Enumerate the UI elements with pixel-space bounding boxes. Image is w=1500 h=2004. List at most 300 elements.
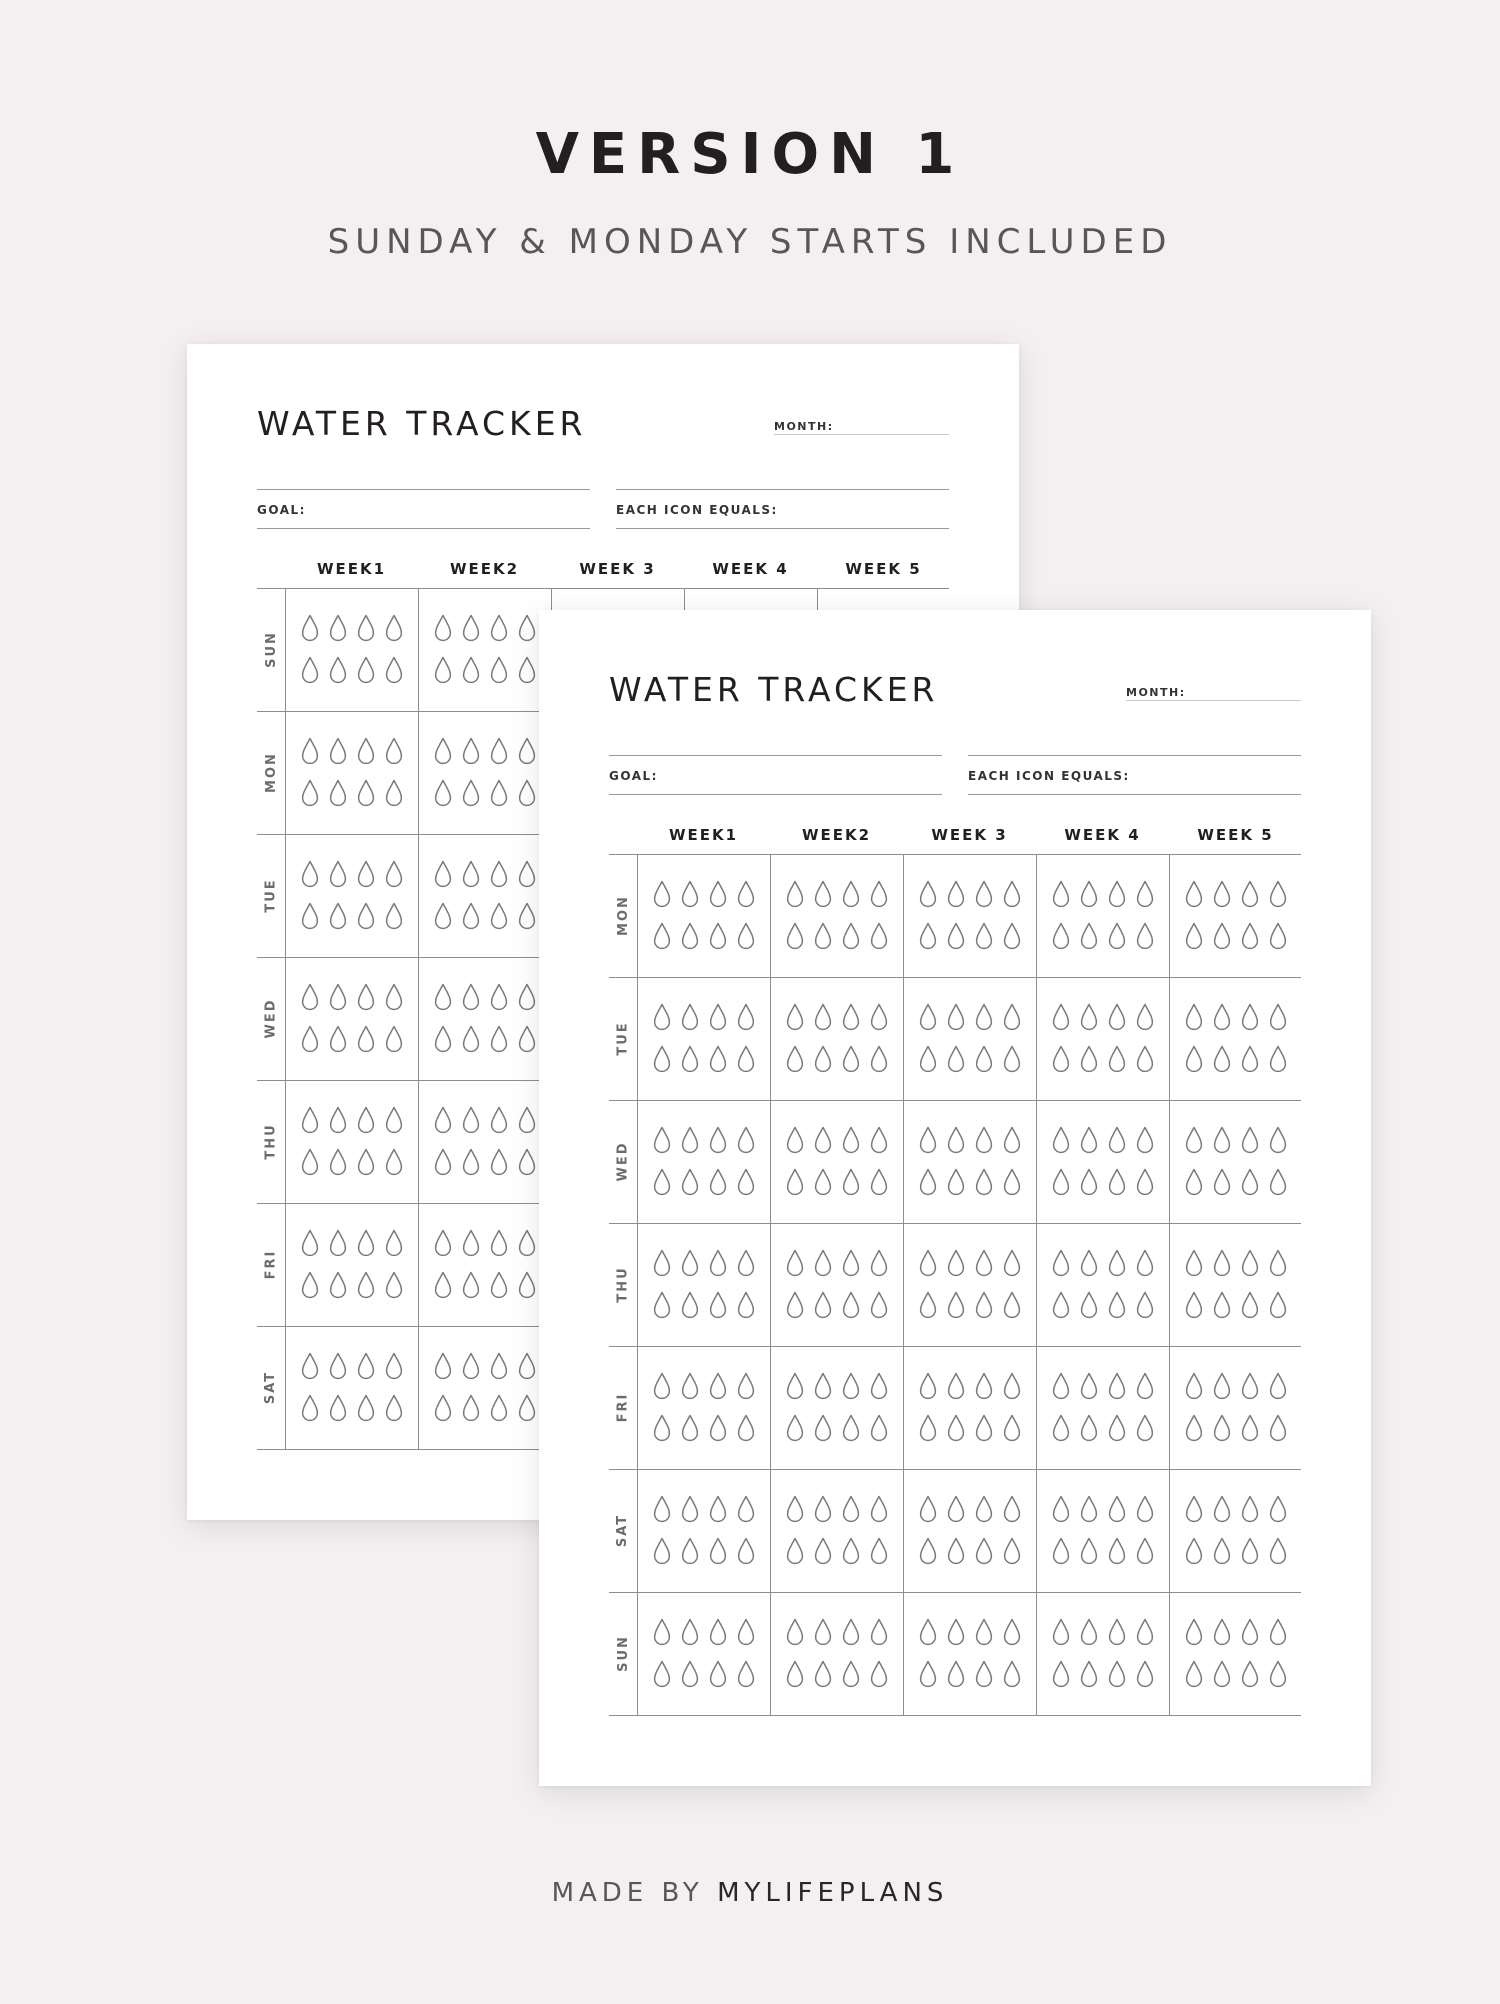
water-drop-icon[interactable] xyxy=(737,1660,755,1688)
water-drop-icon[interactable] xyxy=(301,1271,319,1299)
water-drop-icon[interactable] xyxy=(518,656,536,684)
water-drop-icon[interactable] xyxy=(329,1148,347,1176)
water-drop-icon[interactable] xyxy=(814,1126,832,1154)
water-drop-icon[interactable] xyxy=(357,1394,375,1422)
water-drop-icon[interactable] xyxy=(737,880,755,908)
water-drop-icon[interactable] xyxy=(518,983,536,1011)
water-drop-icon[interactable] xyxy=(681,1660,699,1688)
water-drop-icon[interactable] xyxy=(842,922,860,950)
water-drop-icon[interactable] xyxy=(1136,1495,1154,1523)
water-drop-icon[interactable] xyxy=(462,1106,480,1134)
water-drop-icon[interactable] xyxy=(947,1537,965,1565)
water-drop-icon[interactable] xyxy=(1269,1495,1287,1523)
water-drop-icon[interactable] xyxy=(385,656,403,684)
water-drop-icon[interactable] xyxy=(681,1045,699,1073)
each-icon-field-line[interactable] xyxy=(968,755,1301,756)
water-drop-icon[interactable] xyxy=(1213,1126,1231,1154)
water-drop-icon[interactable] xyxy=(462,1148,480,1176)
water-drop-icon[interactable] xyxy=(870,1414,888,1442)
water-drop-icon[interactable] xyxy=(1241,1003,1259,1031)
water-drop-icon[interactable] xyxy=(301,983,319,1011)
water-drop-icon[interactable] xyxy=(1185,1168,1203,1196)
water-drop-icon[interactable] xyxy=(329,779,347,807)
water-drop-icon[interactable] xyxy=(1080,1618,1098,1646)
water-drop-icon[interactable] xyxy=(434,983,452,1011)
water-drop-icon[interactable] xyxy=(301,1394,319,1422)
water-drop-icon[interactable] xyxy=(1080,1495,1098,1523)
water-drop-icon[interactable] xyxy=(814,1372,832,1400)
water-drop-icon[interactable] xyxy=(681,880,699,908)
water-drop-icon[interactable] xyxy=(1136,1249,1154,1277)
water-drop-icon[interactable] xyxy=(301,1148,319,1176)
month-line[interactable] xyxy=(1126,700,1301,701)
water-drop-icon[interactable] xyxy=(842,1249,860,1277)
water-drop-icon[interactable] xyxy=(1052,1537,1070,1565)
water-drop-icon[interactable] xyxy=(518,1229,536,1257)
water-drop-icon[interactable] xyxy=(919,1537,937,1565)
water-drop-icon[interactable] xyxy=(1213,1045,1231,1073)
water-drop-icon[interactable] xyxy=(709,1372,727,1400)
water-drop-icon[interactable] xyxy=(814,1249,832,1277)
water-drop-icon[interactable] xyxy=(1080,1660,1098,1688)
water-drop-icon[interactable] xyxy=(385,860,403,888)
water-drop-icon[interactable] xyxy=(681,1168,699,1196)
water-drop-icon[interactable] xyxy=(1213,1003,1231,1031)
water-drop-icon[interactable] xyxy=(1136,922,1154,950)
water-drop-icon[interactable] xyxy=(357,656,375,684)
water-drop-icon[interactable] xyxy=(842,1003,860,1031)
water-drop-icon[interactable] xyxy=(1080,1045,1098,1073)
water-drop-icon[interactable] xyxy=(462,983,480,1011)
water-drop-icon[interactable] xyxy=(385,1271,403,1299)
water-drop-icon[interactable] xyxy=(919,1495,937,1523)
water-drop-icon[interactable] xyxy=(329,1229,347,1257)
water-drop-icon[interactable] xyxy=(1108,1414,1126,1442)
water-drop-icon[interactable] xyxy=(1136,1126,1154,1154)
water-drop-icon[interactable] xyxy=(1269,1414,1287,1442)
water-drop-icon[interactable] xyxy=(1185,1414,1203,1442)
water-drop-icon[interactable] xyxy=(1241,1414,1259,1442)
water-drop-icon[interactable] xyxy=(301,860,319,888)
each-icon-field-line[interactable] xyxy=(616,489,949,490)
water-drop-icon[interactable] xyxy=(975,1291,993,1319)
water-drop-icon[interactable] xyxy=(434,656,452,684)
water-drop-icon[interactable] xyxy=(1185,880,1203,908)
water-drop-icon[interactable] xyxy=(462,614,480,642)
water-drop-icon[interactable] xyxy=(1003,880,1021,908)
water-drop-icon[interactable] xyxy=(1269,880,1287,908)
water-drop-icon[interactable] xyxy=(653,1372,671,1400)
water-drop-icon[interactable] xyxy=(490,614,508,642)
water-drop-icon[interactable] xyxy=(975,1045,993,1073)
water-drop-icon[interactable] xyxy=(870,1660,888,1688)
water-drop-icon[interactable] xyxy=(653,880,671,908)
water-drop-icon[interactable] xyxy=(518,902,536,930)
water-drop-icon[interactable] xyxy=(1003,1414,1021,1442)
water-drop-icon[interactable] xyxy=(653,1249,671,1277)
water-drop-icon[interactable] xyxy=(490,1106,508,1134)
water-drop-icon[interactable] xyxy=(385,779,403,807)
water-drop-icon[interactable] xyxy=(1269,1168,1287,1196)
water-drop-icon[interactable] xyxy=(1080,1537,1098,1565)
water-drop-icon[interactable] xyxy=(653,1003,671,1031)
water-drop-icon[interactable] xyxy=(1080,1291,1098,1319)
water-drop-icon[interactable] xyxy=(490,737,508,765)
month-line[interactable] xyxy=(774,434,949,435)
water-drop-icon[interactable] xyxy=(681,1126,699,1154)
water-drop-icon[interactable] xyxy=(434,1148,452,1176)
water-drop-icon[interactable] xyxy=(301,1229,319,1257)
water-drop-icon[interactable] xyxy=(1003,1537,1021,1565)
water-drop-icon[interactable] xyxy=(737,1003,755,1031)
water-drop-icon[interactable] xyxy=(1080,1126,1098,1154)
water-drop-icon[interactable] xyxy=(1185,1291,1203,1319)
water-drop-icon[interactable] xyxy=(709,1495,727,1523)
water-drop-icon[interactable] xyxy=(1003,1495,1021,1523)
water-drop-icon[interactable] xyxy=(1108,922,1126,950)
water-drop-icon[interactable] xyxy=(434,1352,452,1380)
water-drop-icon[interactable] xyxy=(1269,1249,1287,1277)
water-drop-icon[interactable] xyxy=(709,922,727,950)
water-drop-icon[interactable] xyxy=(1269,1660,1287,1688)
water-drop-icon[interactable] xyxy=(490,1271,508,1299)
water-drop-icon[interactable] xyxy=(1003,922,1021,950)
water-drop-icon[interactable] xyxy=(947,1168,965,1196)
water-drop-icon[interactable] xyxy=(814,1003,832,1031)
water-drop-icon[interactable] xyxy=(870,1249,888,1277)
water-drop-icon[interactable] xyxy=(462,902,480,930)
water-drop-icon[interactable] xyxy=(737,1291,755,1319)
water-drop-icon[interactable] xyxy=(786,1249,804,1277)
water-drop-icon[interactable] xyxy=(1052,1291,1070,1319)
water-drop-icon[interactable] xyxy=(786,1126,804,1154)
water-drop-icon[interactable] xyxy=(1241,880,1259,908)
water-drop-icon[interactable] xyxy=(870,1291,888,1319)
water-drop-icon[interactable] xyxy=(385,983,403,1011)
water-drop-icon[interactable] xyxy=(434,614,452,642)
water-drop-icon[interactable] xyxy=(681,1537,699,1565)
water-drop-icon[interactable] xyxy=(681,1249,699,1277)
water-drop-icon[interactable] xyxy=(947,1495,965,1523)
water-drop-icon[interactable] xyxy=(1003,1618,1021,1646)
water-drop-icon[interactable] xyxy=(1108,1045,1126,1073)
water-drop-icon[interactable] xyxy=(709,880,727,908)
water-drop-icon[interactable] xyxy=(1136,1537,1154,1565)
water-drop-icon[interactable] xyxy=(1185,1660,1203,1688)
water-drop-icon[interactable] xyxy=(1052,1249,1070,1277)
water-drop-icon[interactable] xyxy=(1136,1660,1154,1688)
water-drop-icon[interactable] xyxy=(1185,1045,1203,1073)
water-drop-icon[interactable] xyxy=(301,779,319,807)
water-drop-icon[interactable] xyxy=(919,1291,937,1319)
water-drop-icon[interactable] xyxy=(919,1126,937,1154)
water-drop-icon[interactable] xyxy=(518,1394,536,1422)
water-drop-icon[interactable] xyxy=(462,1025,480,1053)
water-drop-icon[interactable] xyxy=(462,1352,480,1380)
water-drop-icon[interactable] xyxy=(1213,1618,1231,1646)
water-drop-icon[interactable] xyxy=(786,1372,804,1400)
water-drop-icon[interactable] xyxy=(385,1106,403,1134)
water-drop-icon[interactable] xyxy=(434,779,452,807)
water-drop-icon[interactable] xyxy=(1108,880,1126,908)
water-drop-icon[interactable] xyxy=(1185,1126,1203,1154)
water-drop-icon[interactable] xyxy=(947,1045,965,1073)
water-drop-icon[interactable] xyxy=(1080,1249,1098,1277)
water-drop-icon[interactable] xyxy=(1185,1249,1203,1277)
water-drop-icon[interactable] xyxy=(518,1025,536,1053)
water-drop-icon[interactable] xyxy=(1003,1126,1021,1154)
water-drop-icon[interactable] xyxy=(434,902,452,930)
water-drop-icon[interactable] xyxy=(1241,1495,1259,1523)
water-drop-icon[interactable] xyxy=(1241,1126,1259,1154)
water-drop-icon[interactable] xyxy=(709,1537,727,1565)
water-drop-icon[interactable] xyxy=(653,1126,671,1154)
water-drop-icon[interactable] xyxy=(1003,1045,1021,1073)
water-drop-icon[interactable] xyxy=(1269,1126,1287,1154)
water-drop-icon[interactable] xyxy=(814,1414,832,1442)
water-drop-icon[interactable] xyxy=(462,737,480,765)
water-drop-icon[interactable] xyxy=(1108,1495,1126,1523)
water-drop-icon[interactable] xyxy=(842,1414,860,1442)
water-drop-icon[interactable] xyxy=(329,1271,347,1299)
water-drop-icon[interactable] xyxy=(357,1229,375,1257)
water-drop-icon[interactable] xyxy=(518,1148,536,1176)
water-drop-icon[interactable] xyxy=(1108,1291,1126,1319)
water-drop-icon[interactable] xyxy=(1269,1537,1287,1565)
water-drop-icon[interactable] xyxy=(653,1495,671,1523)
water-drop-icon[interactable] xyxy=(1003,1291,1021,1319)
water-drop-icon[interactable] xyxy=(357,737,375,765)
water-drop-icon[interactable] xyxy=(975,880,993,908)
water-drop-icon[interactable] xyxy=(357,1106,375,1134)
water-drop-icon[interactable] xyxy=(1080,1168,1098,1196)
water-drop-icon[interactable] xyxy=(1213,1495,1231,1523)
water-drop-icon[interactable] xyxy=(301,656,319,684)
water-drop-icon[interactable] xyxy=(1185,1537,1203,1565)
water-drop-icon[interactable] xyxy=(786,1291,804,1319)
water-drop-icon[interactable] xyxy=(357,1352,375,1380)
water-drop-icon[interactable] xyxy=(737,922,755,950)
water-drop-icon[interactable] xyxy=(975,1126,993,1154)
water-drop-icon[interactable] xyxy=(1003,1003,1021,1031)
water-drop-icon[interactable] xyxy=(709,1003,727,1031)
water-drop-icon[interactable] xyxy=(947,1249,965,1277)
water-drop-icon[interactable] xyxy=(1213,1660,1231,1688)
water-drop-icon[interactable] xyxy=(1003,1660,1021,1688)
water-drop-icon[interactable] xyxy=(434,1025,452,1053)
water-drop-icon[interactable] xyxy=(919,1168,937,1196)
water-drop-icon[interactable] xyxy=(518,1106,536,1134)
water-drop-icon[interactable] xyxy=(870,1003,888,1031)
water-drop-icon[interactable] xyxy=(1241,1537,1259,1565)
water-drop-icon[interactable] xyxy=(1136,1291,1154,1319)
water-drop-icon[interactable] xyxy=(975,1249,993,1277)
water-drop-icon[interactable] xyxy=(1052,1618,1070,1646)
water-drop-icon[interactable] xyxy=(786,1003,804,1031)
water-drop-icon[interactable] xyxy=(1108,1372,1126,1400)
water-drop-icon[interactable] xyxy=(462,1229,480,1257)
water-drop-icon[interactable] xyxy=(709,1249,727,1277)
water-drop-icon[interactable] xyxy=(357,860,375,888)
water-drop-icon[interactable] xyxy=(1241,1168,1259,1196)
water-drop-icon[interactable] xyxy=(653,1045,671,1073)
water-drop-icon[interactable] xyxy=(919,1372,937,1400)
water-drop-icon[interactable] xyxy=(947,1372,965,1400)
water-drop-icon[interactable] xyxy=(1136,880,1154,908)
water-drop-icon[interactable] xyxy=(1080,922,1098,950)
water-drop-icon[interactable] xyxy=(1185,1003,1203,1031)
water-drop-icon[interactable] xyxy=(385,1352,403,1380)
water-drop-icon[interactable] xyxy=(975,1660,993,1688)
water-drop-icon[interactable] xyxy=(870,1372,888,1400)
water-drop-icon[interactable] xyxy=(490,1148,508,1176)
water-drop-icon[interactable] xyxy=(1052,1372,1070,1400)
water-drop-icon[interactable] xyxy=(681,1372,699,1400)
water-drop-icon[interactable] xyxy=(842,1495,860,1523)
water-drop-icon[interactable] xyxy=(786,1618,804,1646)
water-drop-icon[interactable] xyxy=(1136,1372,1154,1400)
water-drop-icon[interactable] xyxy=(814,1660,832,1688)
water-drop-icon[interactable] xyxy=(653,1660,671,1688)
water-drop-icon[interactable] xyxy=(1269,1291,1287,1319)
water-drop-icon[interactable] xyxy=(385,1394,403,1422)
water-drop-icon[interactable] xyxy=(653,1291,671,1319)
water-drop-icon[interactable] xyxy=(385,902,403,930)
water-drop-icon[interactable] xyxy=(518,1352,536,1380)
water-drop-icon[interactable] xyxy=(518,1271,536,1299)
water-drop-icon[interactable] xyxy=(1052,1003,1070,1031)
water-drop-icon[interactable] xyxy=(1003,1372,1021,1400)
water-drop-icon[interactable] xyxy=(1269,922,1287,950)
water-drop-icon[interactable] xyxy=(329,1025,347,1053)
water-drop-icon[interactable] xyxy=(1213,1291,1231,1319)
water-drop-icon[interactable] xyxy=(329,1106,347,1134)
water-drop-icon[interactable] xyxy=(842,1372,860,1400)
water-drop-icon[interactable] xyxy=(653,1168,671,1196)
water-drop-icon[interactable] xyxy=(1213,1414,1231,1442)
water-drop-icon[interactable] xyxy=(1136,1414,1154,1442)
water-drop-icon[interactable] xyxy=(842,1168,860,1196)
water-drop-icon[interactable] xyxy=(490,1394,508,1422)
water-drop-icon[interactable] xyxy=(1108,1168,1126,1196)
water-drop-icon[interactable] xyxy=(814,1495,832,1523)
water-drop-icon[interactable] xyxy=(1003,1168,1021,1196)
water-drop-icon[interactable] xyxy=(870,922,888,950)
water-drop-icon[interactable] xyxy=(1185,1495,1203,1523)
water-drop-icon[interactable] xyxy=(1213,922,1231,950)
water-drop-icon[interactable] xyxy=(653,1618,671,1646)
water-drop-icon[interactable] xyxy=(490,983,508,1011)
water-drop-icon[interactable] xyxy=(842,1291,860,1319)
water-drop-icon[interactable] xyxy=(1241,1045,1259,1073)
water-drop-icon[interactable] xyxy=(385,614,403,642)
water-drop-icon[interactable] xyxy=(975,922,993,950)
water-drop-icon[interactable] xyxy=(681,1003,699,1031)
water-drop-icon[interactable] xyxy=(357,902,375,930)
water-drop-icon[interactable] xyxy=(947,922,965,950)
water-drop-icon[interactable] xyxy=(842,1618,860,1646)
water-drop-icon[interactable] xyxy=(709,1126,727,1154)
water-drop-icon[interactable] xyxy=(462,779,480,807)
water-drop-icon[interactable] xyxy=(870,880,888,908)
water-drop-icon[interactable] xyxy=(301,1025,319,1053)
water-drop-icon[interactable] xyxy=(786,1660,804,1688)
water-drop-icon[interactable] xyxy=(357,779,375,807)
water-drop-icon[interactable] xyxy=(947,1003,965,1031)
water-drop-icon[interactable] xyxy=(1108,1249,1126,1277)
water-drop-icon[interactable] xyxy=(1269,1618,1287,1646)
water-drop-icon[interactable] xyxy=(1185,922,1203,950)
water-drop-icon[interactable] xyxy=(814,1537,832,1565)
water-drop-icon[interactable] xyxy=(1052,880,1070,908)
water-drop-icon[interactable] xyxy=(385,1148,403,1176)
goal-field-line[interactable] xyxy=(257,489,590,490)
water-drop-icon[interactable] xyxy=(947,1414,965,1442)
water-drop-icon[interactable] xyxy=(1052,922,1070,950)
water-drop-icon[interactable] xyxy=(301,614,319,642)
water-drop-icon[interactable] xyxy=(737,1045,755,1073)
water-drop-icon[interactable] xyxy=(385,737,403,765)
water-drop-icon[interactable] xyxy=(975,1495,993,1523)
water-drop-icon[interactable] xyxy=(975,1618,993,1646)
water-drop-icon[interactable] xyxy=(1052,1045,1070,1073)
water-drop-icon[interactable] xyxy=(462,656,480,684)
water-drop-icon[interactable] xyxy=(814,1618,832,1646)
water-drop-icon[interactable] xyxy=(975,1537,993,1565)
water-drop-icon[interactable] xyxy=(1080,1372,1098,1400)
water-drop-icon[interactable] xyxy=(814,1168,832,1196)
water-drop-icon[interactable] xyxy=(1241,1660,1259,1688)
water-drop-icon[interactable] xyxy=(490,656,508,684)
water-drop-icon[interactable] xyxy=(870,1168,888,1196)
water-drop-icon[interactable] xyxy=(709,1414,727,1442)
water-drop-icon[interactable] xyxy=(786,1045,804,1073)
water-drop-icon[interactable] xyxy=(842,880,860,908)
water-drop-icon[interactable] xyxy=(842,1660,860,1688)
water-drop-icon[interactable] xyxy=(329,614,347,642)
water-drop-icon[interactable] xyxy=(1213,880,1231,908)
goal-field-line[interactable] xyxy=(609,755,942,756)
water-drop-icon[interactable] xyxy=(1241,1249,1259,1277)
water-drop-icon[interactable] xyxy=(814,1291,832,1319)
water-drop-icon[interactable] xyxy=(462,1271,480,1299)
water-drop-icon[interactable] xyxy=(357,1025,375,1053)
water-drop-icon[interactable] xyxy=(786,1495,804,1523)
water-drop-icon[interactable] xyxy=(1052,1495,1070,1523)
water-drop-icon[interactable] xyxy=(1213,1168,1231,1196)
water-drop-icon[interactable] xyxy=(814,1045,832,1073)
water-drop-icon[interactable] xyxy=(329,656,347,684)
water-drop-icon[interactable] xyxy=(301,1352,319,1380)
water-drop-icon[interactable] xyxy=(329,1394,347,1422)
water-drop-icon[interactable] xyxy=(737,1372,755,1400)
water-drop-icon[interactable] xyxy=(709,1660,727,1688)
water-drop-icon[interactable] xyxy=(490,902,508,930)
water-drop-icon[interactable] xyxy=(1108,1126,1126,1154)
water-drop-icon[interactable] xyxy=(1003,1249,1021,1277)
water-drop-icon[interactable] xyxy=(1052,1414,1070,1442)
water-drop-icon[interactable] xyxy=(1241,1618,1259,1646)
water-drop-icon[interactable] xyxy=(1213,1249,1231,1277)
water-drop-icon[interactable] xyxy=(975,1372,993,1400)
water-drop-icon[interactable] xyxy=(681,1414,699,1442)
water-drop-icon[interactable] xyxy=(737,1168,755,1196)
water-drop-icon[interactable] xyxy=(329,860,347,888)
water-drop-icon[interactable] xyxy=(737,1249,755,1277)
water-drop-icon[interactable] xyxy=(490,1025,508,1053)
water-drop-icon[interactable] xyxy=(681,1495,699,1523)
water-drop-icon[interactable] xyxy=(975,1414,993,1442)
